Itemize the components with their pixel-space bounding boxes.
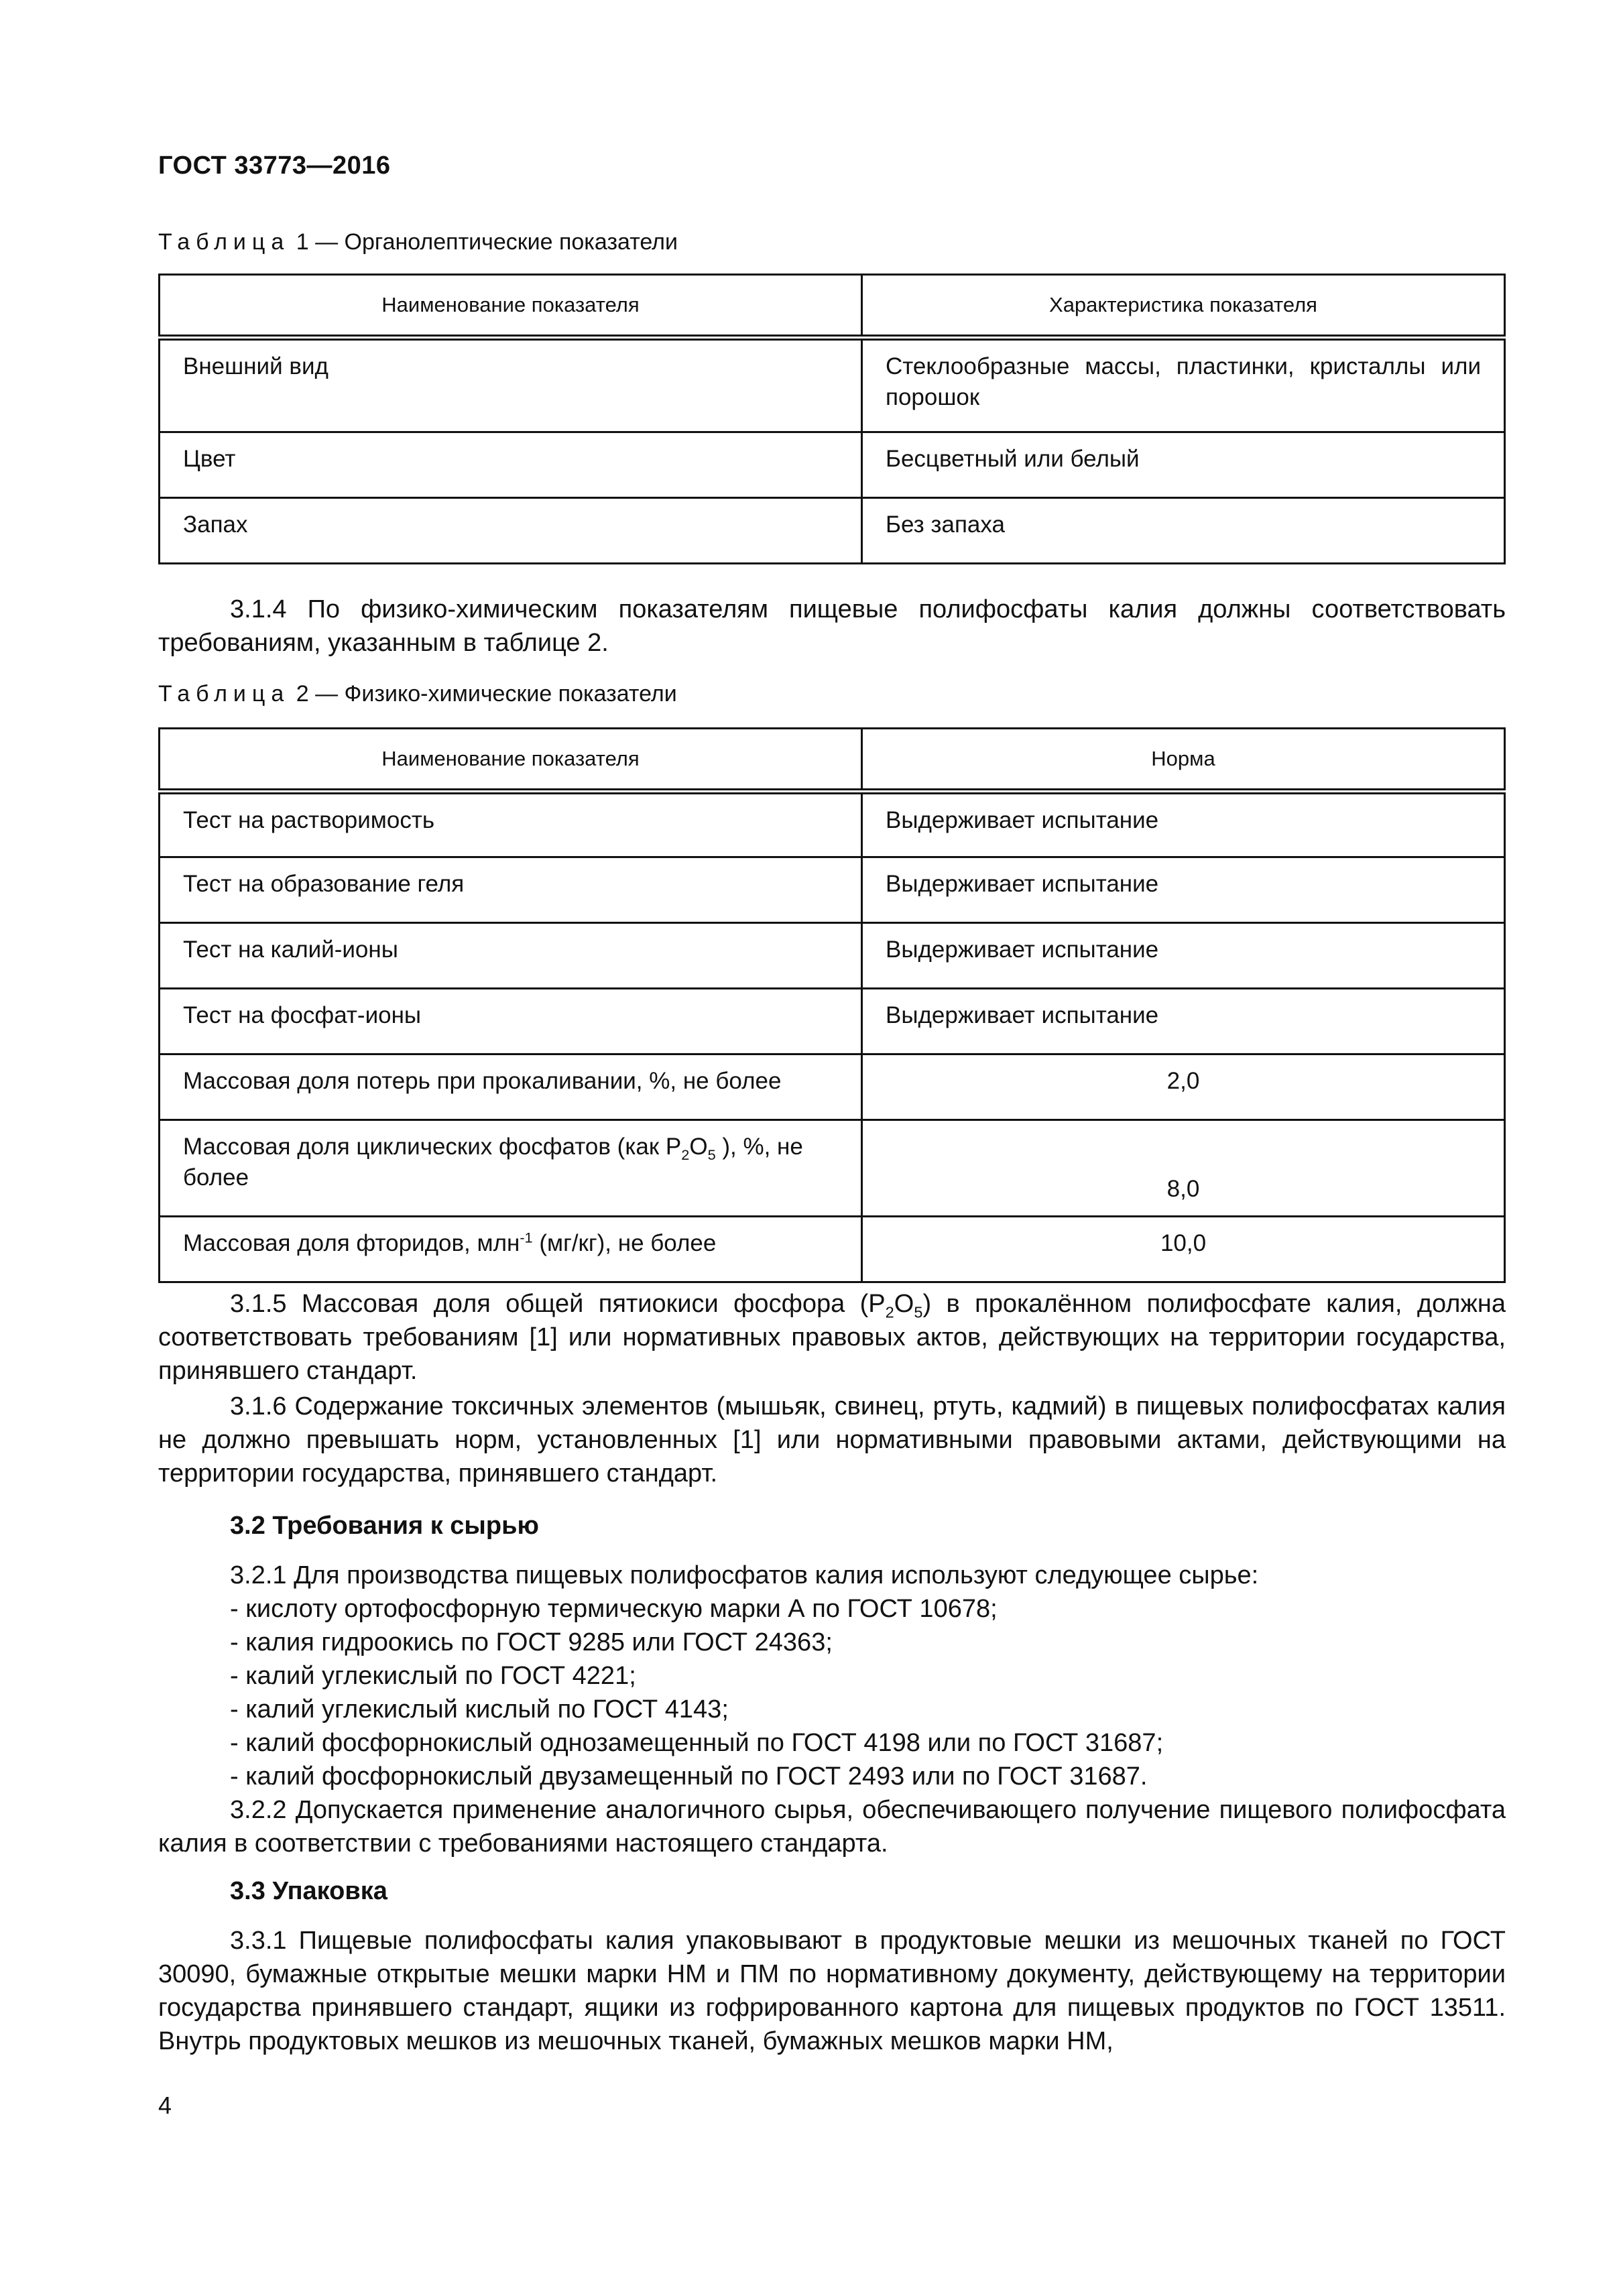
paragraph-3-3-1 <box>158 1924 1506 2058</box>
table2-cell: Тест на калий-ионы <box>160 923 862 989</box>
page-number: 4 <box>158 2092 172 2119</box>
table2-cell: Выдерживает испытание <box>862 857 1505 923</box>
table1-cell: Внешний вид <box>160 338 862 432</box>
table2-physico-chemical <box>158 727 1506 1283</box>
paragraph-3-3-1-text: 3.3.1 Пищевые полифосфаты калия упаковывают в продуктовые мешки из мешочных тканей по ГОСТ 30090, бумажные открытые мешки марки НМ и ПМ по нормативному документу, действующему на территории государства принявшего стандарт, ящики из гофрированного картона для пищевых продуктов по ГОСТ 13511. Внутрь продуктовых мешков из мешочных тканей, бумажных мешков марки НМ, <box>158 1927 1506 2055</box>
table1-cell: Запах <box>160 498 862 564</box>
paragraph-3-2-1-text: 3.2.1 Для производства пищевых полифосфатов калия используют следующее сырье: <box>230 1561 1259 1589</box>
list-item: - калий фосфорнокислый двузамещенный по ГОСТ 2493 или по ГОСТ 31687. <box>230 1762 1148 1791</box>
table-row <box>160 1217 1505 1282</box>
list-item: - калий углекислый по ГОСТ 4221; <box>230 1662 636 1690</box>
table1-caption <box>158 229 678 255</box>
raw-materials-list <box>230 1592 1504 1793</box>
table2-cell: Тест на растворимость <box>160 792 862 857</box>
table-row <box>160 923 1505 989</box>
table2-header-norm: Норма <box>862 729 1505 792</box>
paragraph-3-2-2-text: 3.2.2 Допускается применение аналогичного сырья, обеспечивающего получение пищевого полифосфата калия в соответствии с требованиями настоящего стандарта. <box>158 1796 1506 1858</box>
table2-caption-title: 2 — Физико-химические показатели <box>290 681 677 707</box>
table2-cell: Выдерживает испытание <box>862 792 1505 857</box>
table1-organoleptic <box>158 274 1506 564</box>
table2-caption <box>158 681 677 707</box>
table2-cell: 2,0 <box>862 1054 1505 1120</box>
table2-cell: 10,0 <box>862 1217 1505 1282</box>
table2-cell-fluorides: Массовая доля фторидов, млн$^{-1}$ (мг/кг), не более <box>160 1217 862 1282</box>
paragraph-3-1-5: 3.1.5 Массовая доля общей пятиокиси фосфора $(P_2O_5)$ в прокалённом полифосфате калия, должна соответствовать требованиям [1] или нормативных правовых актов, действующих на территории государства, принявшего стандарт. <box>158 1290 1506 1385</box>
table2-cell-cyclic-phosphates: Массовая доля циклических фосфатов (как $P_2O_5$ ), %, не более <box>160 1120 862 1217</box>
table-row <box>160 989 1505 1054</box>
section-heading-3-3: 3.3 Упаковка <box>230 1877 387 1905</box>
table2-cell: Выдерживает испытание <box>862 989 1505 1054</box>
document-id: ГОСТ 33773—2016 <box>158 152 391 180</box>
table2-cell: Выдерживает испытание <box>862 923 1505 989</box>
table-row <box>160 498 1505 564</box>
table1-header-characteristic: Характеристика показателя <box>862 275 1505 338</box>
table1-header-row <box>160 275 1505 338</box>
paragraph-3-1-6 <box>158 1390 1506 1490</box>
list-item: - кислоту ортофосфорную термическую марки А по ГОСТ 10678; <box>230 1595 998 1623</box>
table-row <box>160 792 1505 857</box>
paragraph-3-1-6-text: 3.1.6 Содержание токсичных элементов (мышьяк, свинец, ртуть, кадмий) в пищевых полифосфатах калия не должно превышать норм, установленных [1] или нормативными правовыми актами, действующими на территории государства, принявшего стандарт. <box>158 1392 1506 1488</box>
section-heading-3-2: 3.2 Требования к сырью <box>230 1512 539 1540</box>
table1-header-name: Наименование показателя <box>160 275 862 338</box>
table-row <box>160 1120 1505 1217</box>
table-row <box>160 1054 1505 1120</box>
table2-cell: Тест на фосфат-ионы <box>160 989 862 1054</box>
table2-caption-word: Таблица <box>158 681 290 707</box>
table-row <box>160 432 1505 498</box>
table-row <box>160 338 1505 432</box>
table2-header-row <box>160 729 1505 792</box>
paragraph-3-2-1 <box>158 1559 1506 1592</box>
table2-header-name: Наименование показателя <box>160 729 862 792</box>
table1-caption-title: 1 — Органолептические показатели <box>290 229 678 255</box>
list-item: - калий углекислый кислый по ГОСТ 4143; <box>230 1695 729 1724</box>
paragraph-3-2-2 <box>158 1793 1506 1860</box>
list-item: - калий фосфорнокислый однозамещенный по ГОСТ 4198 или по ГОСТ 31687; <box>230 1729 1164 1757</box>
paragraph-3-1-4 <box>158 593 1506 660</box>
paragraph-3-1-4-text: 3.1.4 По физико-химическим показателям пищевые полифосфаты калия должны соответствовать требованиям, указанным в таблице 2. <box>158 595 1506 657</box>
table1-cell: Без запаха <box>862 498 1505 564</box>
table-row <box>160 857 1505 923</box>
table2-cell: Тест на образование геля <box>160 857 862 923</box>
table1-cell: Стеклообразные массы, пластинки, кристаллы или порошок <box>862 338 1505 432</box>
table1-cell: Бесцветный или белый <box>862 432 1505 498</box>
table2-cell: Массовая доля потерь при прокаливании, %, не более <box>160 1054 862 1120</box>
list-item: - калия гидроокись по ГОСТ 9285 или ГОСТ 24363; <box>230 1628 833 1656</box>
table1-cell: Цвет <box>160 432 862 498</box>
table1-caption-word: Таблица <box>158 229 290 255</box>
table2-cell: 8,0 <box>862 1120 1505 1217</box>
